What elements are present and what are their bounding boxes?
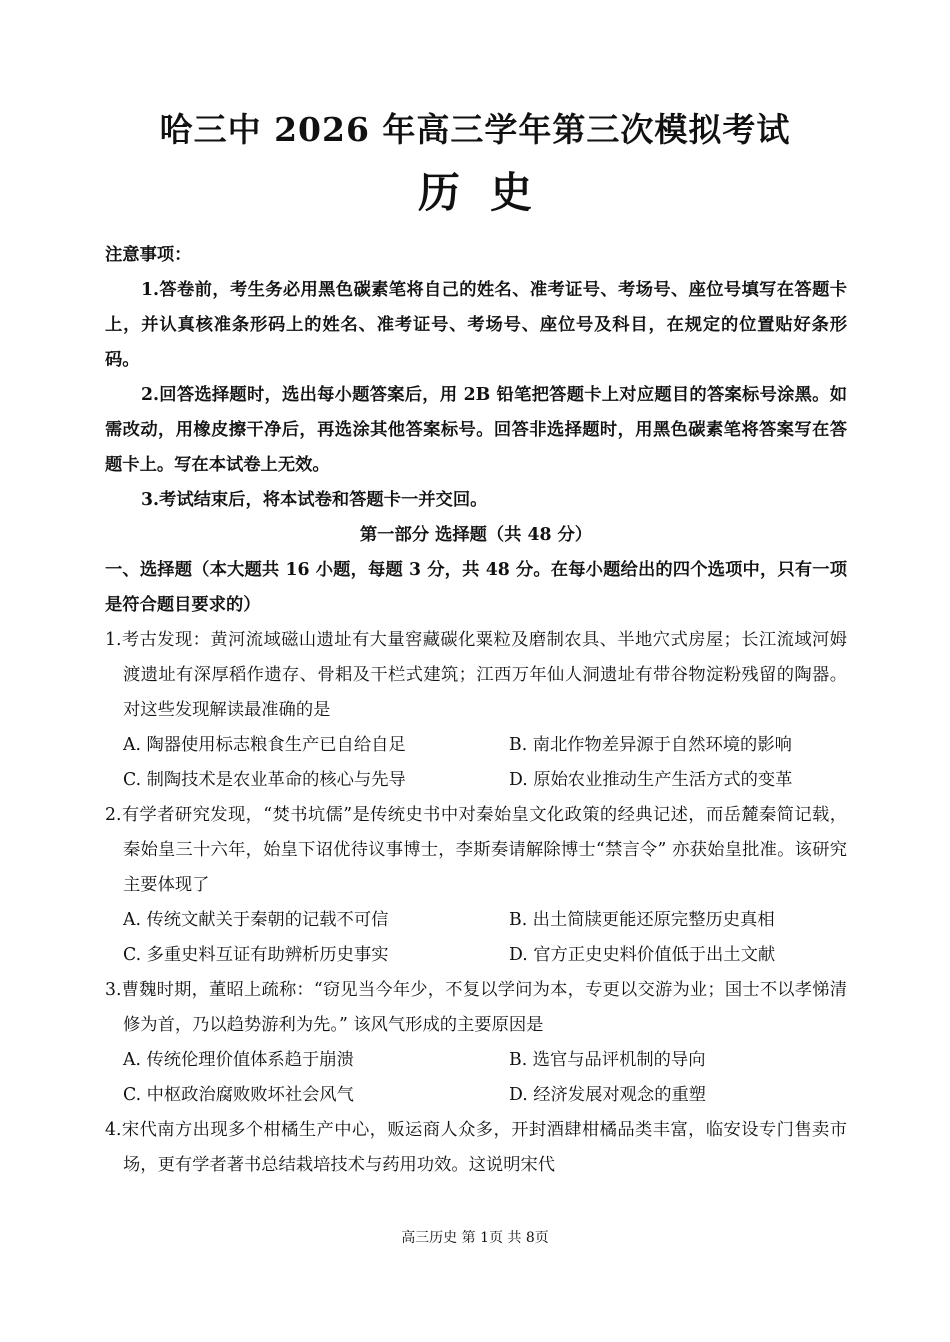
option-c: C. 中枢政治腐败败坏社会风气 [123,1085,354,1105]
option-a: A. 陶器使用标志粮食生产已自给自足 [123,735,406,755]
option-list [105,1043,847,1113]
option-c: C. 多重史料互证有助辨析历史事实 [123,945,389,965]
question-1 [105,623,847,798]
subject-title: 历史 [417,168,562,217]
question-stem: 2.有学者研究发现，“焚书坑儒”是传统史书中对秦始皇文化政策的经典记述，而岳麓秦简记载，秦始皇三十六年，始皇下诏优待议事博士，李斯奏请解除博士“禁言令” 亦获始皇批准。该研究主要体现了 [105,805,847,895]
section-heading: 一、选择题（本大题共 16 小题，每题 3 分，共 48 分。在每小题给出的四个选项中，只有一项是符合题目要求的） [105,560,847,615]
option-a: A. 传统文献关于秦朝的记载不可信 [123,910,389,930]
option-list [105,728,847,798]
question-3 [105,973,847,1113]
option-b: B. 选官与品评机制的导向 [509,1050,706,1070]
notice-item-1: 1.答卷前，考生务必用黑色碳素笔将自己的姓名、准考证号、考场号、座位号填写在答题卡上，并认真核准条形码上的姓名、准考证号、考场号、座位号及科目，在规定的位置贴好条形码。 [105,280,847,370]
exam-content [105,238,847,1183]
option-c: C. 制陶技术是农业革命的核心与先导 [123,770,406,790]
exam-title: 哈三中 2026 年高三学年第三次模拟考试 [159,110,791,149]
option-list [105,903,847,973]
question-stem: 1.考古发现：黄河流域磁山遗址有大量窖藏碳化粟粒及磨制农具、半地穴式房屋；长江流域河姆渡遗址有深厚稻作遗存、骨耜及干栏式建筑；江西万年仙人洞遗址有带谷物淀粉残留的陶器。对这些发现解读最准确的是 [105,630,847,720]
option-d: D. 官方正史史料价值低于出土文献 [509,945,776,965]
question-2 [105,798,847,973]
option-d: D. 原始农业推动生产生活方式的变革 [509,770,793,790]
notice-item-2: 2.回答选择题时，选出每小题答案后，用 2B 铅笔把答题卡上对应题目的答案标号涂黑。如需改动，用橡皮擦干净后，再选涂其他答案标号。回答非选择题时，用黑色碳素笔将答案写在答题卡上。写在本试卷上无效。 [105,385,847,475]
option-d: D. 经济发展对观念的重塑 [509,1085,707,1105]
question-stem: 4.宋代南方出现多个柑橘生产中心，贩运商人众多，开封酒肆柑橘品类丰富，临安设专门售卖市场，更有学者著书总结栽培技术与药用功效。这说明宋代 [105,1120,847,1175]
question-4 [105,1113,847,1183]
question-stem: 3.曹魏时期，董昭上疏称：“窃见当今年少，不复以学问为本，专更以交游为业；国士不以孝悌清修为首，乃以趋势游利为先。” 该风气形成的主要原因是 [105,980,847,1035]
page-footer: 高三历史 第 1页 共 8页 [401,1230,549,1246]
option-a: A. 传统伦理价值体系趋于崩溃 [123,1050,354,1070]
part-title: 第一部分 选择题（共 48 分） [359,525,593,545]
notice-item-3: 3.考试结束后，将本试卷和答题卡一并交回。 [141,490,488,510]
option-b: B. 出土简牍更能还原完整历史真相 [509,910,775,930]
notice-heading: 注意事项： [105,245,192,265]
option-b: B. 南北作物差异源于自然环境的影响 [509,735,792,755]
